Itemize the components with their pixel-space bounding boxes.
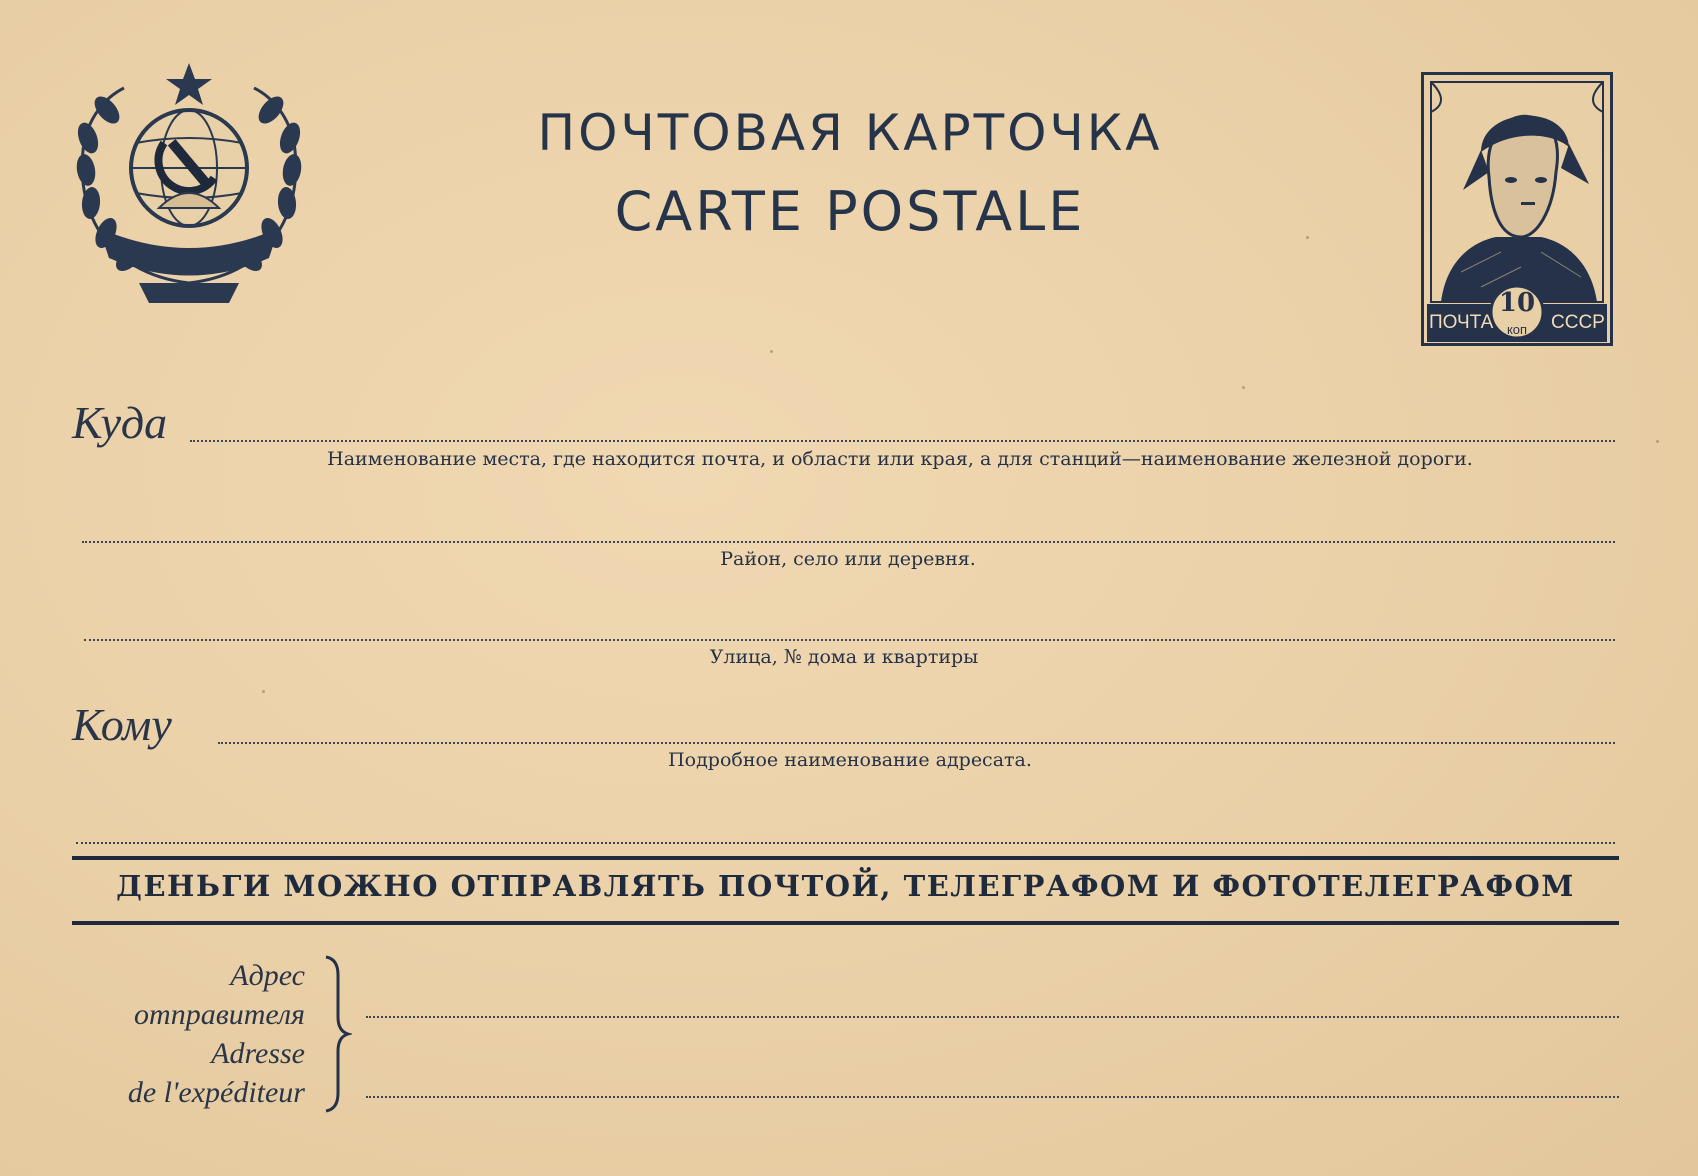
paper-speck	[1306, 236, 1309, 239]
sender-line-b[interactable]	[366, 1096, 1619, 1098]
street-line[interactable]	[84, 639, 1615, 641]
banner-bottom-rule	[72, 921, 1619, 925]
stamp-right-text: СССР	[1551, 312, 1605, 333]
sender-line-1: Адрес	[230, 959, 305, 992]
sender-line-a[interactable]	[366, 1016, 1619, 1018]
sender-line-2: отправителя	[134, 998, 305, 1031]
postage-stamp	[1421, 72, 1613, 346]
where-label: Куда	[72, 397, 168, 448]
title-french: CARTE POSTALE	[614, 180, 1086, 243]
paper-speck	[1656, 440, 1659, 443]
district-caption: Район, село или деревня.	[720, 548, 976, 570]
sender-line-3: Adresse	[211, 1037, 305, 1070]
banner-top-rule	[72, 856, 1619, 860]
stamp-unit: коп	[1506, 322, 1528, 337]
stamp-value: 10	[1498, 288, 1536, 318]
paper-speck	[770, 350, 773, 353]
paper-speck	[262, 690, 265, 693]
where-line[interactable]	[190, 440, 1615, 442]
whom-label: Кому	[72, 699, 172, 750]
street-caption: Улица, № дома и квартиры	[709, 646, 979, 668]
title-russian: ПОЧТОВАЯ КАРТОЧКА	[537, 104, 1163, 162]
banner-text: ДЕНЬГИ МОЖНО ОТПРАВЛЯТЬ ПОЧТОЙ, ТЕЛЕГРАФОМ И ФОТОТЕЛЕГРАФОМ	[116, 869, 1575, 903]
ussr-coat-of-arms	[64, 58, 314, 308]
sender-line-4: de l'expéditeur	[127, 1076, 305, 1109]
sender-brace	[322, 955, 352, 1113]
paper-speck	[1242, 386, 1245, 389]
sender-label	[128, 956, 305, 1112]
whom-line-2[interactable]	[76, 842, 1615, 844]
whom-caption: Подробное наименование адресата.	[668, 749, 1032, 771]
stamp-left-text: ПОЧТА	[1429, 312, 1494, 333]
whom-line[interactable]	[218, 742, 1615, 744]
where-caption: Наименование места, где находится почта, и области или края, а для станций—наименование железной дороги.	[327, 448, 1473, 470]
district-line[interactable]	[82, 541, 1615, 543]
